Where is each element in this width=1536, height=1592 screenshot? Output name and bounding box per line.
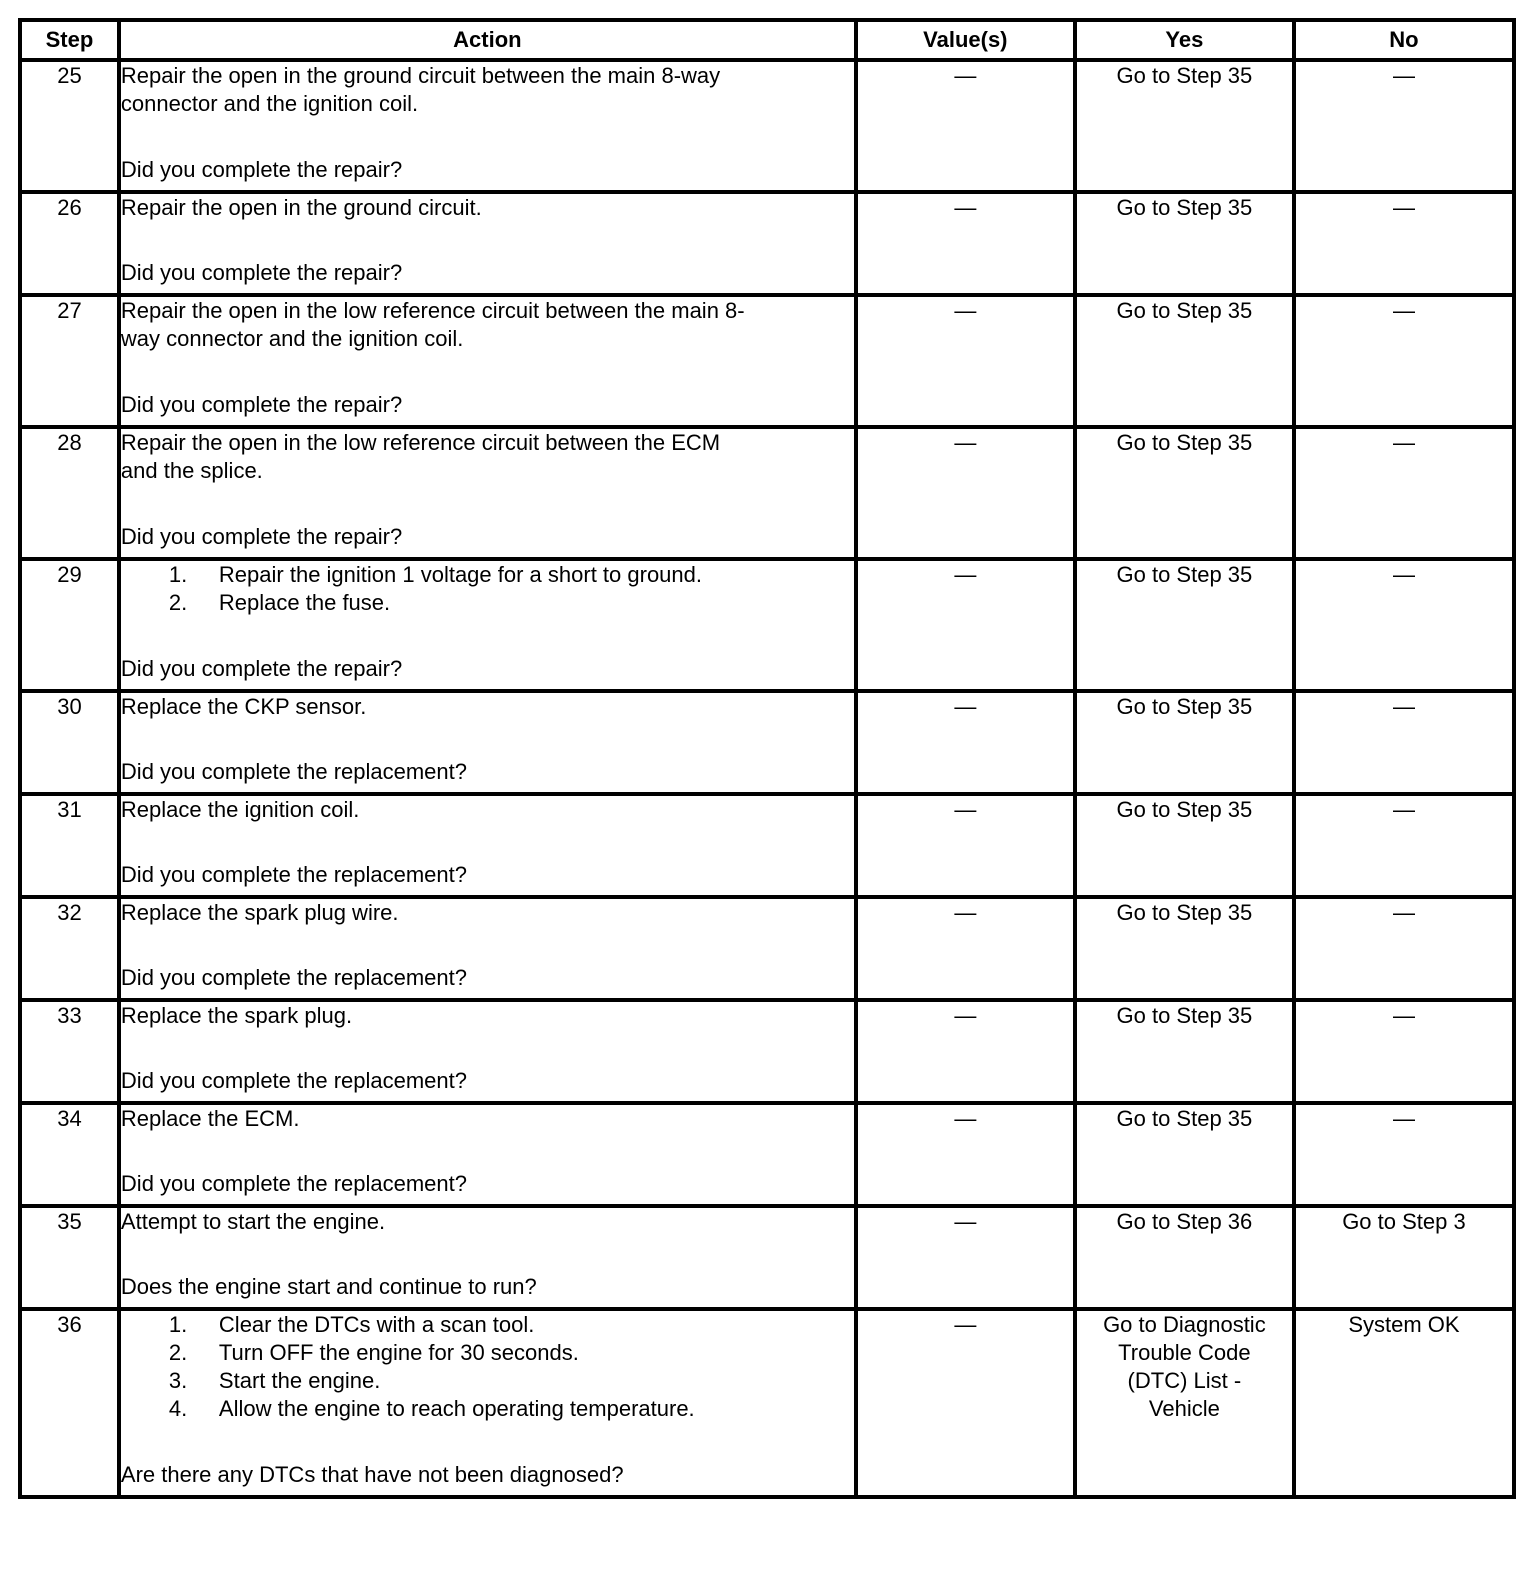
action-question: Does the engine start and continue to run?	[120, 1274, 537, 1299]
action-question: Did you complete the repair?	[120, 157, 403, 182]
action-text: Replace the spark plug.	[120, 1003, 353, 1028]
action-cell	[119, 897, 856, 1000]
list-item: 1. Clear the DTCs with a scan tool.	[168, 1312, 535, 1337]
action-cell	[119, 427, 856, 559]
no-cell: —	[1294, 1103, 1514, 1206]
no-cell: —	[1294, 427, 1514, 559]
action-text: Repair the open in the low reference circuit between the main 8- way connector and the ignition coil.	[120, 298, 745, 351]
step-cell: 31	[20, 794, 119, 897]
value-cell: —	[856, 295, 1075, 427]
step-cell: 27	[20, 295, 119, 427]
action-question: Did you complete the replacement?	[120, 759, 468, 784]
step-cell: 29	[20, 559, 119, 691]
table-row	[20, 295, 1514, 427]
action-question: Did you complete the repair?	[120, 392, 403, 417]
no-cell: —	[1294, 559, 1514, 691]
table-row	[20, 60, 1514, 192]
no-cell: —	[1294, 192, 1514, 295]
value-cell: —	[856, 794, 1075, 897]
table-row	[20, 794, 1514, 897]
value-cell: —	[856, 897, 1075, 1000]
list-item: 1. Repair the ignition 1 voltage for a short to ground.	[168, 562, 702, 587]
action-text	[121, 561, 854, 617]
action-cell	[119, 60, 856, 192]
yes-cell: Go to Step 35	[1075, 691, 1294, 794]
action-step-list	[121, 1311, 854, 1423]
table-row	[20, 691, 1514, 794]
action-cell	[119, 1309, 856, 1497]
step-cell: 26	[20, 192, 119, 295]
value-cell: —	[856, 427, 1075, 559]
yes-cell: Go to Diagnostic Trouble Code (DTC) List - Vehicle	[1075, 1309, 1294, 1497]
step-cell: 28	[20, 427, 119, 559]
action-text	[121, 1311, 854, 1423]
diagnostic-table	[18, 18, 1516, 1499]
list-item: 3. Start the engine.	[168, 1368, 381, 1393]
table-body	[20, 60, 1514, 1497]
value-cell: —	[856, 1309, 1075, 1497]
header-action: Action	[119, 20, 856, 60]
no-cell: System OK	[1294, 1309, 1514, 1497]
value-cell: —	[856, 691, 1075, 794]
step-cell: 35	[20, 1206, 119, 1309]
action-question: Did you complete the replacement?	[120, 965, 468, 990]
action-text: Repair the open in the low reference circuit between the ECM and the splice.	[120, 430, 721, 483]
table-row	[20, 1206, 1514, 1309]
no-cell: —	[1294, 295, 1514, 427]
value-cell: —	[856, 60, 1075, 192]
table-row	[20, 897, 1514, 1000]
table-row	[20, 427, 1514, 559]
action-cell	[119, 1000, 856, 1103]
table-row	[20, 192, 1514, 295]
table-row	[20, 1000, 1514, 1103]
action-text: Repair the open in the ground circuit.	[120, 195, 482, 220]
step-cell: 32	[20, 897, 119, 1000]
yes-cell: Go to Step 36	[1075, 1206, 1294, 1309]
no-cell: —	[1294, 1000, 1514, 1103]
yes-cell: Go to Step 35	[1075, 295, 1294, 427]
step-cell: 36	[20, 1309, 119, 1497]
action-text: Replace the ECM.	[120, 1106, 300, 1131]
header-no: No	[1294, 20, 1514, 60]
yes-cell: Go to Step 35	[1075, 1000, 1294, 1103]
action-question: Did you complete the repair?	[120, 656, 403, 681]
yes-cell: Go to Step 35	[1075, 897, 1294, 1000]
value-cell: —	[856, 1206, 1075, 1309]
step-cell: 30	[20, 691, 119, 794]
action-cell	[119, 1103, 856, 1206]
action-cell	[119, 295, 856, 427]
value-cell: —	[856, 192, 1075, 295]
action-cell	[119, 794, 856, 897]
step-cell: 25	[20, 60, 119, 192]
action-question: Did you complete the replacement?	[120, 1171, 468, 1196]
action-cell	[119, 192, 856, 295]
action-text: Attempt to start the engine.	[120, 1209, 386, 1234]
action-text: Repair the open in the ground circuit between the main 8-way connector and the ignition coil.	[120, 63, 721, 116]
table-row	[20, 1103, 1514, 1206]
yes-cell: Go to Step 35	[1075, 60, 1294, 192]
action-text: Replace the spark plug wire.	[120, 900, 399, 925]
yes-cell: Go to Step 35	[1075, 1103, 1294, 1206]
action-step-list	[121, 561, 854, 617]
table-row	[20, 559, 1514, 691]
header-step: Step	[20, 20, 119, 60]
action-question: Are there any DTCs that have not been diagnosed?	[120, 1462, 624, 1487]
no-cell: Go to Step 3	[1294, 1206, 1514, 1309]
value-cell: —	[856, 1000, 1075, 1103]
no-cell: —	[1294, 60, 1514, 192]
action-cell	[119, 559, 856, 691]
no-cell: —	[1294, 794, 1514, 897]
action-question: Did you complete the repair?	[120, 524, 403, 549]
yes-cell: Go to Step 35	[1075, 427, 1294, 559]
yes-cell: Go to Step 35	[1075, 192, 1294, 295]
action-question: Did you complete the replacement?	[120, 1068, 468, 1093]
value-cell: —	[856, 559, 1075, 691]
no-cell: —	[1294, 897, 1514, 1000]
list-item: 4. Allow the engine to reach operating temperature.	[168, 1396, 695, 1421]
step-cell: 34	[20, 1103, 119, 1206]
table-row	[20, 1309, 1514, 1497]
no-cell: —	[1294, 691, 1514, 794]
yes-cell: Go to Step 35	[1075, 794, 1294, 897]
action-text: Replace the ignition coil.	[120, 797, 360, 822]
action-cell	[119, 691, 856, 794]
value-cell: —	[856, 1103, 1075, 1206]
yes-cell: Go to Step 35	[1075, 559, 1294, 691]
action-cell	[119, 1206, 856, 1309]
list-item: 2. Turn OFF the engine for 30 seconds.	[168, 1340, 579, 1365]
action-text: Replace the CKP sensor.	[120, 694, 367, 719]
header-yes: Yes	[1075, 20, 1294, 60]
header-values: Value(s)	[856, 20, 1075, 60]
action-question: Did you complete the repair?	[120, 260, 403, 285]
list-item: 2. Replace the fuse.	[168, 590, 391, 615]
step-cell: 33	[20, 1000, 119, 1103]
header-row	[20, 20, 1514, 60]
action-question: Did you complete the replacement?	[120, 862, 468, 887]
